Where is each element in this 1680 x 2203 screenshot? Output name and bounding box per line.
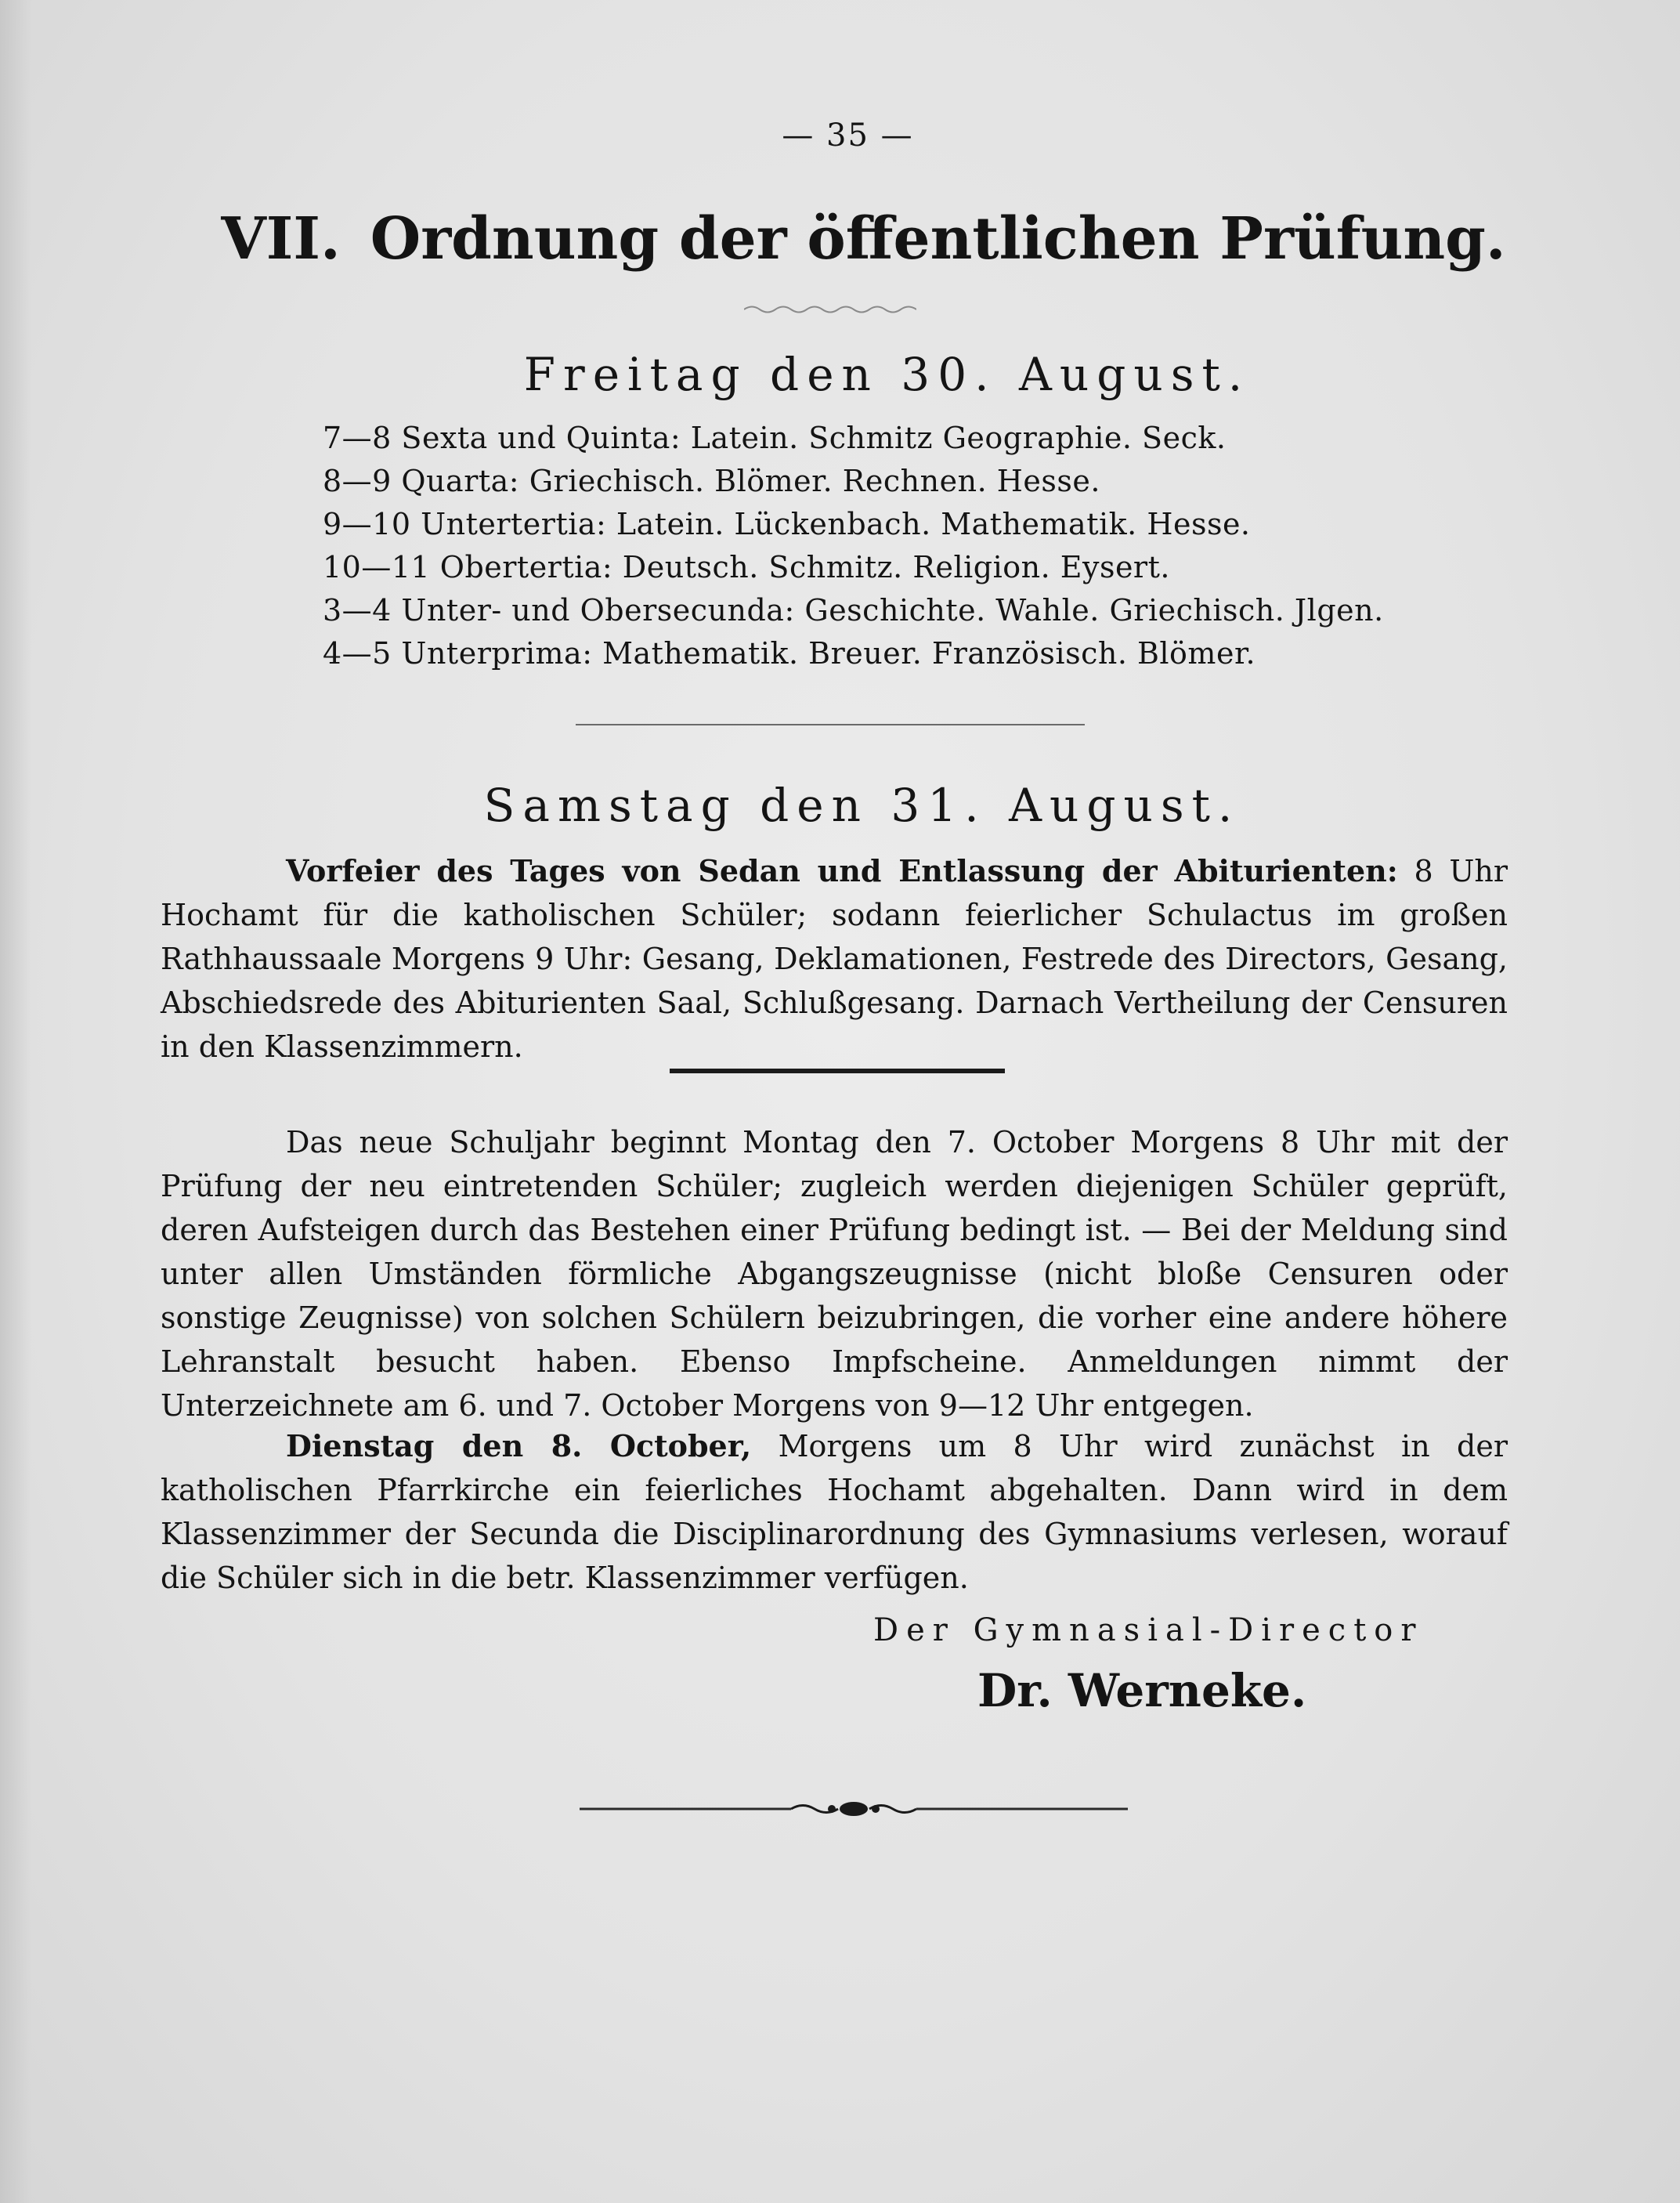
enrollment-notice-paragraph <box>161 1120 1508 1427</box>
schedule-item: 8—9 Quarta: Griechisch. Blömer. Rechnen. Hesse. <box>323 464 1100 498</box>
signature-name: Dr. Werneke. <box>977 1664 1307 1717</box>
section-title <box>23 205 1680 273</box>
divider-thick <box>670 1069 1005 1073</box>
schedule-item: 9—10 Untertertia: Latein. Lückenbach. Mathematik. Hesse. <box>323 507 1251 541</box>
schedule-item: 7—8 Sexta und Quinta: Latein. Schmitz Geographie. Seck. <box>323 421 1227 455</box>
tuesday-lead: Dienstag den 8. October, <box>286 1428 752 1463</box>
closing-ornament <box>580 1799 1128 1819</box>
tuesday-text: Morgens um 8 Uhr wird zunächst in der katholischen Pfarrkirche ein feierliches Hochamt abgehalten. Dann wird in dem Klassenzimmer der Secunda die Disciplinarordnung des Gymnasiums verlesen, worauf die Schüler sich in die betr. Klassenzimmer verfügen. <box>161 1429 1508 1595</box>
tuesday-paragraph <box>161 1424 1508 1600</box>
section-number: VII. <box>221 205 341 273</box>
schedule-item: 10—11 Obertertia: Deutsch. Schmitz. Religion. Eysert. <box>323 550 1170 584</box>
divider-thin <box>576 724 1085 725</box>
friday-heading: Freitag den 30. August. <box>523 348 1251 401</box>
signature-title: Der Gymnasial-Director <box>873 1612 1424 1648</box>
saturday-text: 8 Uhr Hochamt für die katholischen Schüler; sodann feierlicher Schulactus im großen Rathhaussaale Morgens 9 Uhr: Gesang, Deklamationen, Festrede des Directors, Gesang, Abschiedsrede des Abiturienten Saal, Schlußgesang. Darnach Vertheilung der Censuren in den Klassenzimmern. <box>161 854 1508 1064</box>
saturday-paragraph <box>161 849 1508 1069</box>
schedule-item: 3—4 Unter- und Obersecunda: Geschichte. Wahle. Griechisch. Jlgen. <box>323 593 1384 628</box>
friday-schedule-list <box>323 417 1384 675</box>
schedule-item: 4—5 Unterprima: Mathematik. Breuer. Französisch. Blömer. <box>323 636 1256 671</box>
saturday-heading: Samstag den 31. August. <box>483 779 1241 832</box>
enrollment-notice-text: Das neue Schuljahr beginnt Montag den 7. October Morgens 8 Uhr mit der Prüfung der neu eintretenden Schüler; zugleich werden diejenigen Schüler geprüft, deren Aufsteigen durch das Bestehen einer Prüfung bedingt ist. — Bei der Meldung sind unter allen Umständen förmliche Abgangszeugnisse (nicht bloße Censuren oder sonstige Zeugnisse) von solchen Schülern beizubringen, die vorher eine andere höhere Lehranstalt besucht haben. Ebenso Impfscheine. Anmeldungen nimmt der Unterzeichnete am 6. und 7. October Morgens von 9—12 Uhr entgegen. <box>161 1125 1508 1423</box>
binding-shadow <box>0 0 31 2203</box>
page-number: — 35 — <box>782 118 914 154</box>
section-title-text: Ordnung der öffentlichen Prüfung. <box>370 205 1506 273</box>
title-squiggle-ornament <box>744 302 916 317</box>
saturday-lead: Vorfeier des Tages von Sedan und Entlassung der Abiturienten: <box>286 853 1398 888</box>
